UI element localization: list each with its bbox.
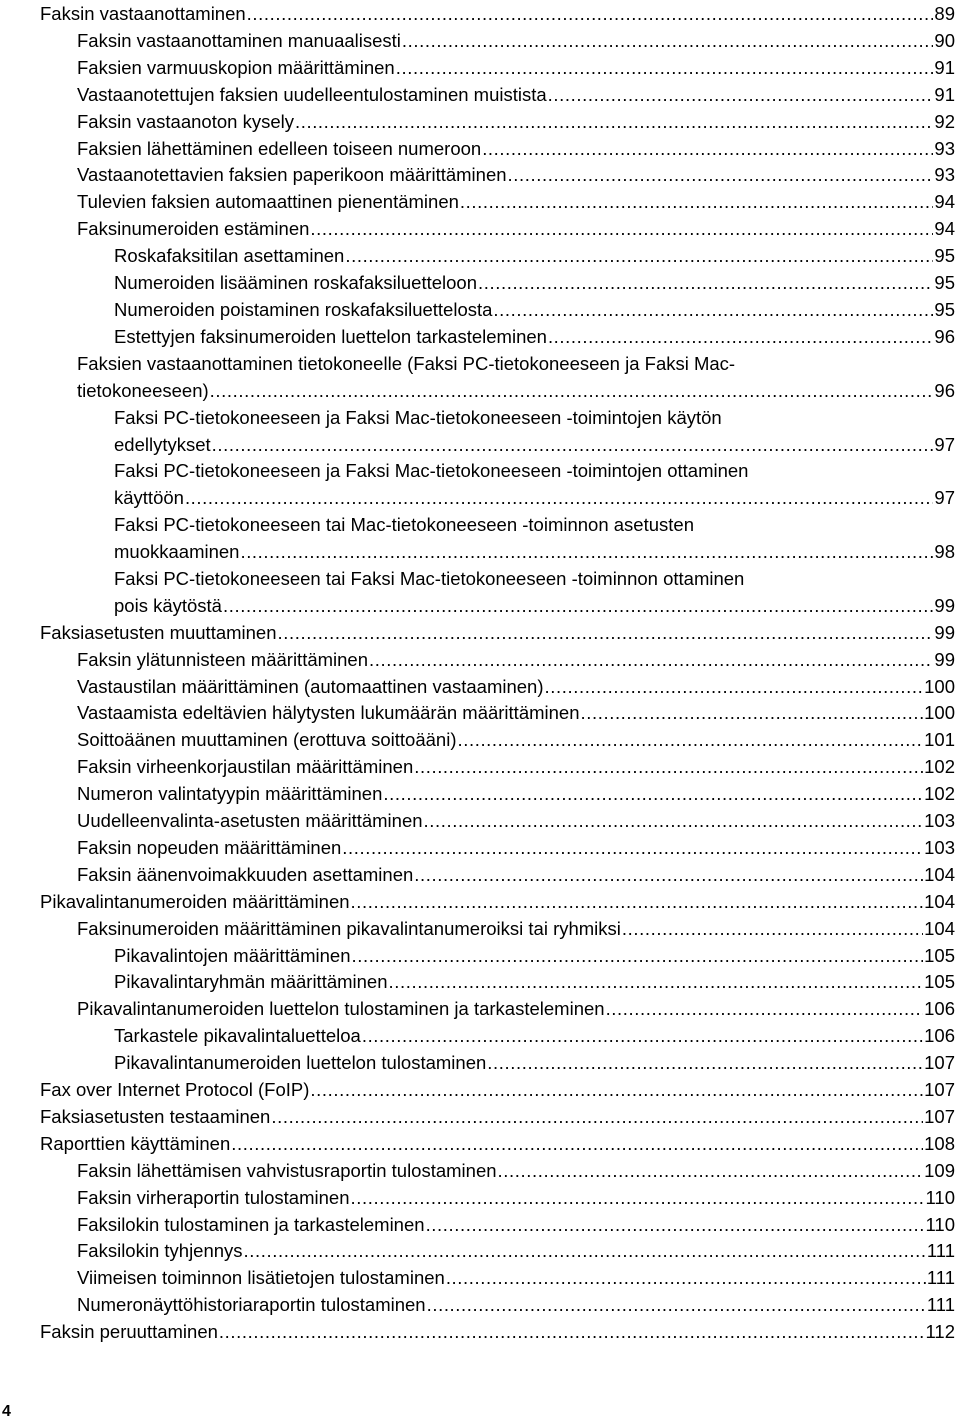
- toc-entry-title: Faksin ylätunnisteen määrittäminen: [77, 648, 369, 670]
- dot-leader: [508, 161, 934, 188]
- toc-entry-page-number: 90: [934, 29, 955, 51]
- toc-entry-title: pois käytöstä: [114, 594, 222, 616]
- dot-leader: [345, 242, 933, 269]
- dot-leader: [606, 995, 924, 1022]
- toc-entry[interactable]: [77, 1291, 955, 1318]
- toc-entry[interactable]: [77, 753, 955, 780]
- toc-entry-title: Pikavalintanumeroiden määrittäminen: [40, 890, 350, 912]
- toc-entry[interactable]: [77, 780, 955, 807]
- dot-leader: [310, 1076, 923, 1103]
- toc-entry-page-number: 105: [924, 971, 955, 993]
- toc-entry-page-number: 91: [934, 83, 955, 105]
- toc-entry[interactable]: [77, 834, 955, 861]
- dot-leader: [581, 699, 924, 726]
- toc-entry[interactable]: [114, 565, 955, 619]
- toc-entry[interactable]: [40, 1130, 955, 1157]
- toc-entry-page-number: 102: [924, 756, 955, 778]
- toc-entry-page-number: 104: [924, 890, 955, 912]
- dot-leader: [478, 269, 933, 296]
- dot-leader: [487, 1049, 923, 1076]
- toc-entry-page-number: 111: [926, 1294, 955, 1316]
- toc-entry[interactable]: [77, 726, 955, 753]
- toc-entry-page-number: 97: [934, 433, 955, 455]
- dot-leader: [457, 726, 923, 753]
- toc-entry-title: Tulevien faksien automaattinen pienentäminen: [77, 191, 459, 213]
- toc-entry-title: Faksilokin tulostaminen ja tarkasteleminen: [77, 1213, 425, 1235]
- dot-leader: [414, 861, 923, 888]
- toc-entry-page-number: 97: [934, 487, 955, 509]
- toc-entry-title: Fax over Internet Protocol (FoIP): [40, 1079, 310, 1100]
- dot-leader: [396, 54, 934, 81]
- toc-entry-page-number: 94: [934, 191, 955, 213]
- toc-entry-page-number: 111: [926, 1240, 955, 1262]
- toc-entry[interactable]: [114, 323, 955, 350]
- toc-entry[interactable]: [77, 915, 955, 942]
- toc-entry-title: Faksinumeroiden määrittäminen pikavalintanumeroiksi tai ryhmiksi: [77, 917, 621, 939]
- dot-leader: [295, 108, 933, 135]
- toc-entry-title: Pikavalintanumeroiden luettelon tulostaminen ja tarkasteleminen: [77, 998, 605, 1020]
- dot-leader: [212, 431, 934, 458]
- dot-leader: [548, 81, 934, 108]
- toc-entry-title: Vastaanotettujen faksien uudelleentulostaminen muistista: [77, 83, 547, 105]
- toc-entry-title: Faksin lähettämisen vahvistusraportin tulostaminen: [77, 1159, 497, 1181]
- toc-entry-title: Viimeisen toiminnon lisätietojen tulostaminen: [77, 1267, 445, 1289]
- toc-entry[interactable]: [114, 942, 955, 969]
- toc-entry-page-number: 110: [925, 1186, 955, 1208]
- toc-entry-title: Vastaanotettavien faksien paperikoon määrittäminen: [77, 164, 507, 186]
- toc-entry[interactable]: [114, 296, 955, 323]
- toc-entry-title: Vastaamista edeltävien hälytysten lukumäärän määrittäminen: [77, 702, 580, 724]
- toc-entry-title: Pikavalintanumeroiden luettelon tulostaminen: [114, 1052, 487, 1074]
- toc-entry-page-number: 98: [934, 541, 955, 563]
- dot-leader: [185, 484, 933, 511]
- toc-entry[interactable]: [114, 968, 955, 995]
- toc-entry-title: Faksien varmuuskopion määrittäminen: [77, 56, 395, 78]
- toc-entry-page-number: 93: [934, 164, 955, 186]
- toc-entry[interactable]: [114, 457, 955, 511]
- toc-entry[interactable]: [77, 807, 955, 834]
- dot-leader: [383, 780, 923, 807]
- toc-entry-title: Faksinumeroiden estäminen: [77, 218, 310, 240]
- toc-entry[interactable]: [114, 511, 955, 565]
- dot-leader: [622, 915, 923, 942]
- dot-leader: [548, 323, 933, 350]
- toc-entry-title-line1: Faksi PC-tietokoneeseen tai Faksi Mac-tietokoneeseen -toiminnon ottaminen: [114, 567, 745, 589]
- toc-entry-title: Raporttien käyttäminen: [40, 1132, 231, 1154]
- toc-entry-title: Numeron valintatyypin määrittäminen: [77, 783, 383, 805]
- toc-entry-title: Faksilokin tyhjennys: [77, 1240, 243, 1262]
- toc-entry-title-line1: Faksien vastaanottaminen tietokoneelle (Faksi PC-tietokoneeseen ja Faksi Mac-: [77, 352, 736, 374]
- dot-leader: [352, 942, 924, 969]
- toc-entry[interactable]: [114, 1049, 955, 1076]
- toc-entry-title: Faksiasetusten muuttaminen: [40, 621, 277, 643]
- dot-leader: [446, 1264, 926, 1291]
- toc-entry[interactable]: [77, 1157, 955, 1184]
- toc-entry[interactable]: [77, 81, 955, 108]
- toc-entry-page-number: 104: [924, 917, 955, 939]
- toc-entry[interactable]: [114, 242, 955, 269]
- toc-entry-title: Estettyjen faksinumeroiden luettelon tarkasteleminen: [114, 325, 547, 347]
- dot-leader: [342, 834, 923, 861]
- toc-entry[interactable]: [40, 1103, 955, 1130]
- toc-entry[interactable]: [77, 161, 955, 188]
- toc-entry-page-number: 95: [934, 272, 955, 293]
- toc-entry[interactable]: [77, 188, 955, 215]
- toc-entry-page-number: 100: [924, 702, 955, 724]
- toc-entry-page-number: 103: [924, 836, 955, 858]
- toc-entry[interactable]: [77, 699, 955, 726]
- dot-leader: [493, 296, 933, 323]
- dot-leader: [223, 592, 933, 619]
- toc-entry-page-number: 93: [934, 137, 955, 159]
- toc-entry-title: Faksin peruuttaminen: [40, 1321, 218, 1343]
- toc-entry[interactable]: [77, 54, 955, 81]
- dot-leader: [362, 1022, 923, 1049]
- toc-entry-title: Faksiasetusten testaaminen: [40, 1105, 271, 1127]
- toc-entry-page-number: 92: [934, 110, 955, 132]
- toc-entry-page-number: 103: [924, 810, 955, 831]
- toc-entry-page-number: 95: [934, 245, 955, 267]
- dot-leader: [351, 888, 924, 915]
- toc-entry[interactable]: [77, 350, 955, 404]
- toc-entry-page-number: 107: [924, 1105, 955, 1127]
- toc-entry-page-number: 91: [934, 56, 955, 78]
- dot-leader: [389, 968, 924, 995]
- dot-leader: [271, 1103, 923, 1130]
- toc-entry-title: Vastaustilan määrittäminen (automaattinen vastaaminen): [77, 675, 544, 697]
- dot-leader: [210, 377, 934, 404]
- dot-leader: [460, 188, 934, 215]
- toc-entry[interactable]: [40, 1076, 955, 1103]
- toc-entry-title-line1: Faksi PC-tietokoneeseen ja Faksi Mac-tietokoneeseen -toimintojen ottaminen: [114, 460, 749, 482]
- dot-leader: [424, 807, 924, 834]
- toc-entry-page-number: 110: [925, 1213, 955, 1235]
- toc-entry-title: Faksien lähettäminen edelleen toiseen numeroon: [77, 137, 482, 159]
- dot-leader: [545, 673, 924, 700]
- toc-entry[interactable]: [77, 1237, 955, 1264]
- toc-entry-title: muokkaaminen: [114, 541, 240, 563]
- toc-entry-title: Uudelleenvalinta-asetusten määrittäminen: [77, 810, 423, 831]
- toc-entry-page-number: 100: [924, 675, 955, 697]
- toc-entry-title: Tarkastele pikavalintaluetteloa: [114, 1025, 361, 1047]
- dot-leader: [482, 135, 933, 162]
- toc-entry[interactable]: [77, 995, 955, 1022]
- toc-entry-page-number: 108: [924, 1132, 955, 1154]
- dot-leader: [426, 1211, 925, 1238]
- toc-entry[interactable]: [77, 1184, 955, 1211]
- toc-entry-page-number: 105: [924, 944, 955, 966]
- toc-entry-page-number: 112: [925, 1321, 955, 1343]
- toc-entry[interactable]: [77, 27, 955, 54]
- toc-entry-title: Pikavalintojen määrittäminen: [114, 944, 351, 966]
- toc-entry-title-line1: Faksi PC-tietokoneeseen ja Faksi Mac-tietokoneeseen -toimintojen käytön: [114, 406, 722, 428]
- dot-leader: [351, 1184, 925, 1211]
- toc-entry[interactable]: [77, 1211, 955, 1238]
- toc-entry-page-number: 107: [924, 1079, 955, 1100]
- dot-leader: [231, 1130, 923, 1157]
- toc-entry-title: Numeroiden poistaminen roskafaksiluettelosta: [114, 298, 493, 320]
- toc-entry[interactable]: [40, 1318, 955, 1345]
- toc-entry-page-number: 99: [934, 648, 955, 670]
- toc-entry-page-number: 95: [934, 298, 955, 320]
- toc-entry-page-number: 89: [934, 3, 955, 24]
- toc-entry-page-number: 99: [934, 594, 955, 616]
- dot-leader: [219, 1318, 925, 1345]
- toc-entry-page-number: 96: [934, 325, 955, 347]
- toc-entry[interactable]: [77, 215, 955, 242]
- toc-entry-title: Soittoäänen muuttaminen (erottuva soittoääni): [77, 729, 457, 751]
- dot-leader: [369, 646, 933, 673]
- toc-entry-title: Faksin vastaanottaminen manuaalisesti: [77, 29, 401, 51]
- toc-entry-page-number: 109: [924, 1159, 955, 1181]
- page-number: 4: [2, 1403, 11, 1420]
- dot-leader: [310, 215, 933, 242]
- toc-entry-page-number: 106: [924, 1025, 955, 1047]
- dot-leader: [427, 1291, 926, 1318]
- toc-entry[interactable]: [114, 269, 955, 296]
- toc-entry-title: Numeronäyttöhistoriaraportin tulostaminen: [77, 1294, 426, 1316]
- toc-entry[interactable]: [77, 646, 955, 673]
- dot-leader: [247, 0, 934, 27]
- toc-entry[interactable]: [77, 1264, 955, 1291]
- toc-entry-page-number: 104: [924, 863, 955, 885]
- toc-entry-title: Faksin äänenvoimakkuuden asettaminen: [77, 863, 414, 885]
- toc-entry[interactable]: [77, 108, 955, 135]
- toc-entry-title: Faksin virheraportin tulostaminen: [77, 1186, 350, 1208]
- dot-leader: [414, 753, 923, 780]
- toc-entry-page-number: 107: [924, 1052, 955, 1074]
- toc-entry[interactable]: [77, 861, 955, 888]
- toc-entry-title: käyttöön: [114, 487, 184, 509]
- toc-entry[interactable]: [77, 673, 955, 700]
- toc-entry-title: edellytykset: [114, 433, 211, 455]
- toc-entry[interactable]: [114, 1022, 955, 1049]
- toc-entry[interactable]: [77, 135, 955, 162]
- toc-entry[interactable]: [40, 0, 955, 27]
- toc-entry-title: Faksin vastaanottaminen: [40, 3, 246, 24]
- toc-entry[interactable]: [40, 888, 955, 915]
- toc-entry-title: Faksin virheenkorjaustilan määrittäminen: [77, 756, 414, 778]
- toc-entry-page-number: 102: [924, 783, 955, 805]
- toc-entry-page-number: 99: [934, 621, 955, 643]
- toc-entry[interactable]: [40, 619, 955, 646]
- toc-entry-page-number: 106: [924, 998, 955, 1020]
- toc-entry-title: Numeroiden lisääminen roskafaksiluetteloon: [114, 272, 477, 293]
- toc-entry-page-number: 111: [926, 1267, 955, 1289]
- toc-entry-title-line1: Faksi PC-tietokoneeseen tai Mac-tietokoneeseen -toiminnon asetusten: [114, 514, 694, 536]
- dot-leader: [240, 538, 933, 565]
- toc-entry-page-number: 101: [924, 729, 955, 751]
- toc-entry[interactable]: [114, 404, 955, 458]
- toc-entry-page-number: 96: [934, 379, 955, 401]
- dot-leader: [278, 619, 934, 646]
- toc-entry-title: Faksin vastaanoton kysely: [77, 110, 294, 132]
- dot-leader: [244, 1237, 926, 1264]
- toc-entry-title: Faksin nopeuden määrittäminen: [77, 836, 342, 858]
- toc-entry-page-number: 94: [934, 218, 955, 240]
- dot-leader: [498, 1157, 924, 1184]
- toc-entry-title: tietokoneeseen): [77, 379, 209, 401]
- dot-leader: [402, 27, 934, 54]
- toc-entry-title: Roskafaksitilan asettaminen: [114, 245, 345, 267]
- toc-entry-title: Pikavalintaryhmän määrittäminen: [114, 971, 388, 993]
